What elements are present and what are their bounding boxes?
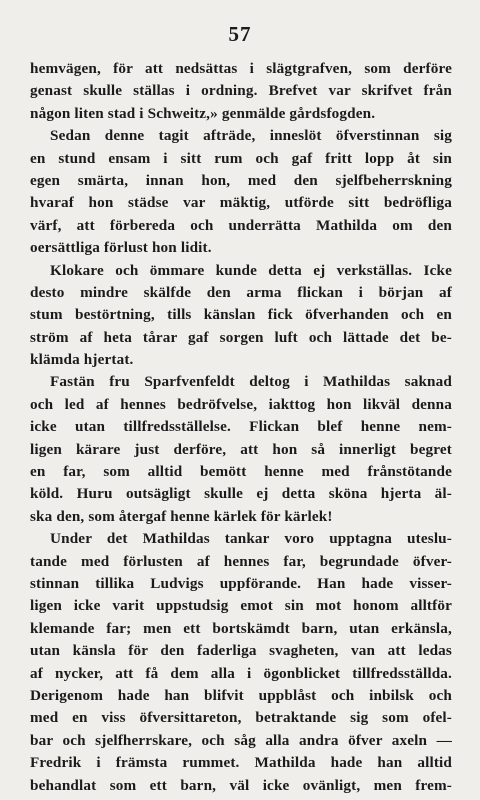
text-line: af nycker, att få dem alla i ögonblicket tillfredsställda. (30, 664, 452, 682)
text-line: ska den, som återgaf henne kärlek för kärlek! (30, 507, 333, 525)
text-line: Fredrik i främsta rummet. Mathilda hade han alltid (30, 754, 452, 772)
text-line: oersättliga förlust hon lidit. (30, 239, 212, 257)
text-line: en far, som alltid bemött henne med frånstötande (30, 463, 452, 481)
text-line: stinnan tillika Ludvigs uppförande. Han hade visser- (30, 574, 452, 592)
body-text (30, 58, 452, 797)
text-line: en stund ensam i sitt rum och gaf fritt lopp åt sin (30, 149, 452, 167)
text-line: någon liten stad i Schweitz,» genmälde gårdsfogden. (30, 104, 376, 122)
text-line: ström af heta tårar gaf sorgen luft och lättade det be- (30, 328, 452, 346)
text-line: desto mindre skälfde den arma flickan i början af (30, 283, 452, 301)
text-line: Fastän fru Sparfvenfeldt deltog i Mathildas saknad (50, 373, 452, 391)
text-line: genast skulle ställas i ordning. Brefvet var skrifvet från (30, 82, 452, 100)
text-line: klämda hjertat. (30, 351, 134, 369)
text-line: ligen icke varit uppstudsig emot sin mot honom alltför (30, 597, 452, 615)
text-line: hemvägen, för att nedsättas i slägtgrafven, som derföre (30, 60, 452, 77)
text-line: hvaraf hon städse var mäktig, utförde sitt bedröfliga (30, 194, 452, 212)
text-line: stum bestörtning, tills känslan fick öfverhanden och en (30, 306, 452, 324)
text-line: och led af hennes bedröfvelse, iakttog hon likväl denna (30, 395, 452, 413)
text-line: värf, att förbereda och underrätta Mathilda om den (30, 216, 452, 234)
text-line: ligen kärare just derföre, att hon så innerligt begret (30, 440, 452, 458)
text-line: egen smärta, innan hon, med den sjelfbeherrskning (30, 171, 452, 189)
text-line: Sedan denne tagit afträde, inneslöt öfverstinnan sig (50, 127, 452, 145)
text-line: klemande far; men ett bortskämdt barn, utan erkänsla, (30, 619, 452, 637)
text-line: Derigenom hade han blifvit uppblåst och inbilsk och (30, 686, 452, 704)
page-number: 57 (228, 22, 252, 46)
text-line: Under det Mathildas tankar voro upptagna uteslu- (50, 530, 452, 548)
text-line: behandlat som ett barn, väl icke ovänligt, men frem- (30, 776, 452, 794)
text-line: köld. Huru outsägligt skulle ej detta sköna hjerta äl- (30, 485, 452, 503)
text-line: Klokare och ömmare kunde detta ej verkställas. Icke (50, 261, 452, 279)
text-line: icke utan tillfredsställelse. Flickan blef henne nem- (30, 418, 452, 436)
text-line: med en viss öfversittareton, betraktande sig som ofel- (30, 709, 452, 727)
text-line: utan känsla för den faderliga svagheten, van att ledas (30, 642, 452, 660)
text-line: bar och sjelfherrskare, och såg alla andra öfver axeln — (30, 731, 452, 749)
text-line: tande med förlusten af hennes far, begrundade öfver- (30, 552, 452, 570)
